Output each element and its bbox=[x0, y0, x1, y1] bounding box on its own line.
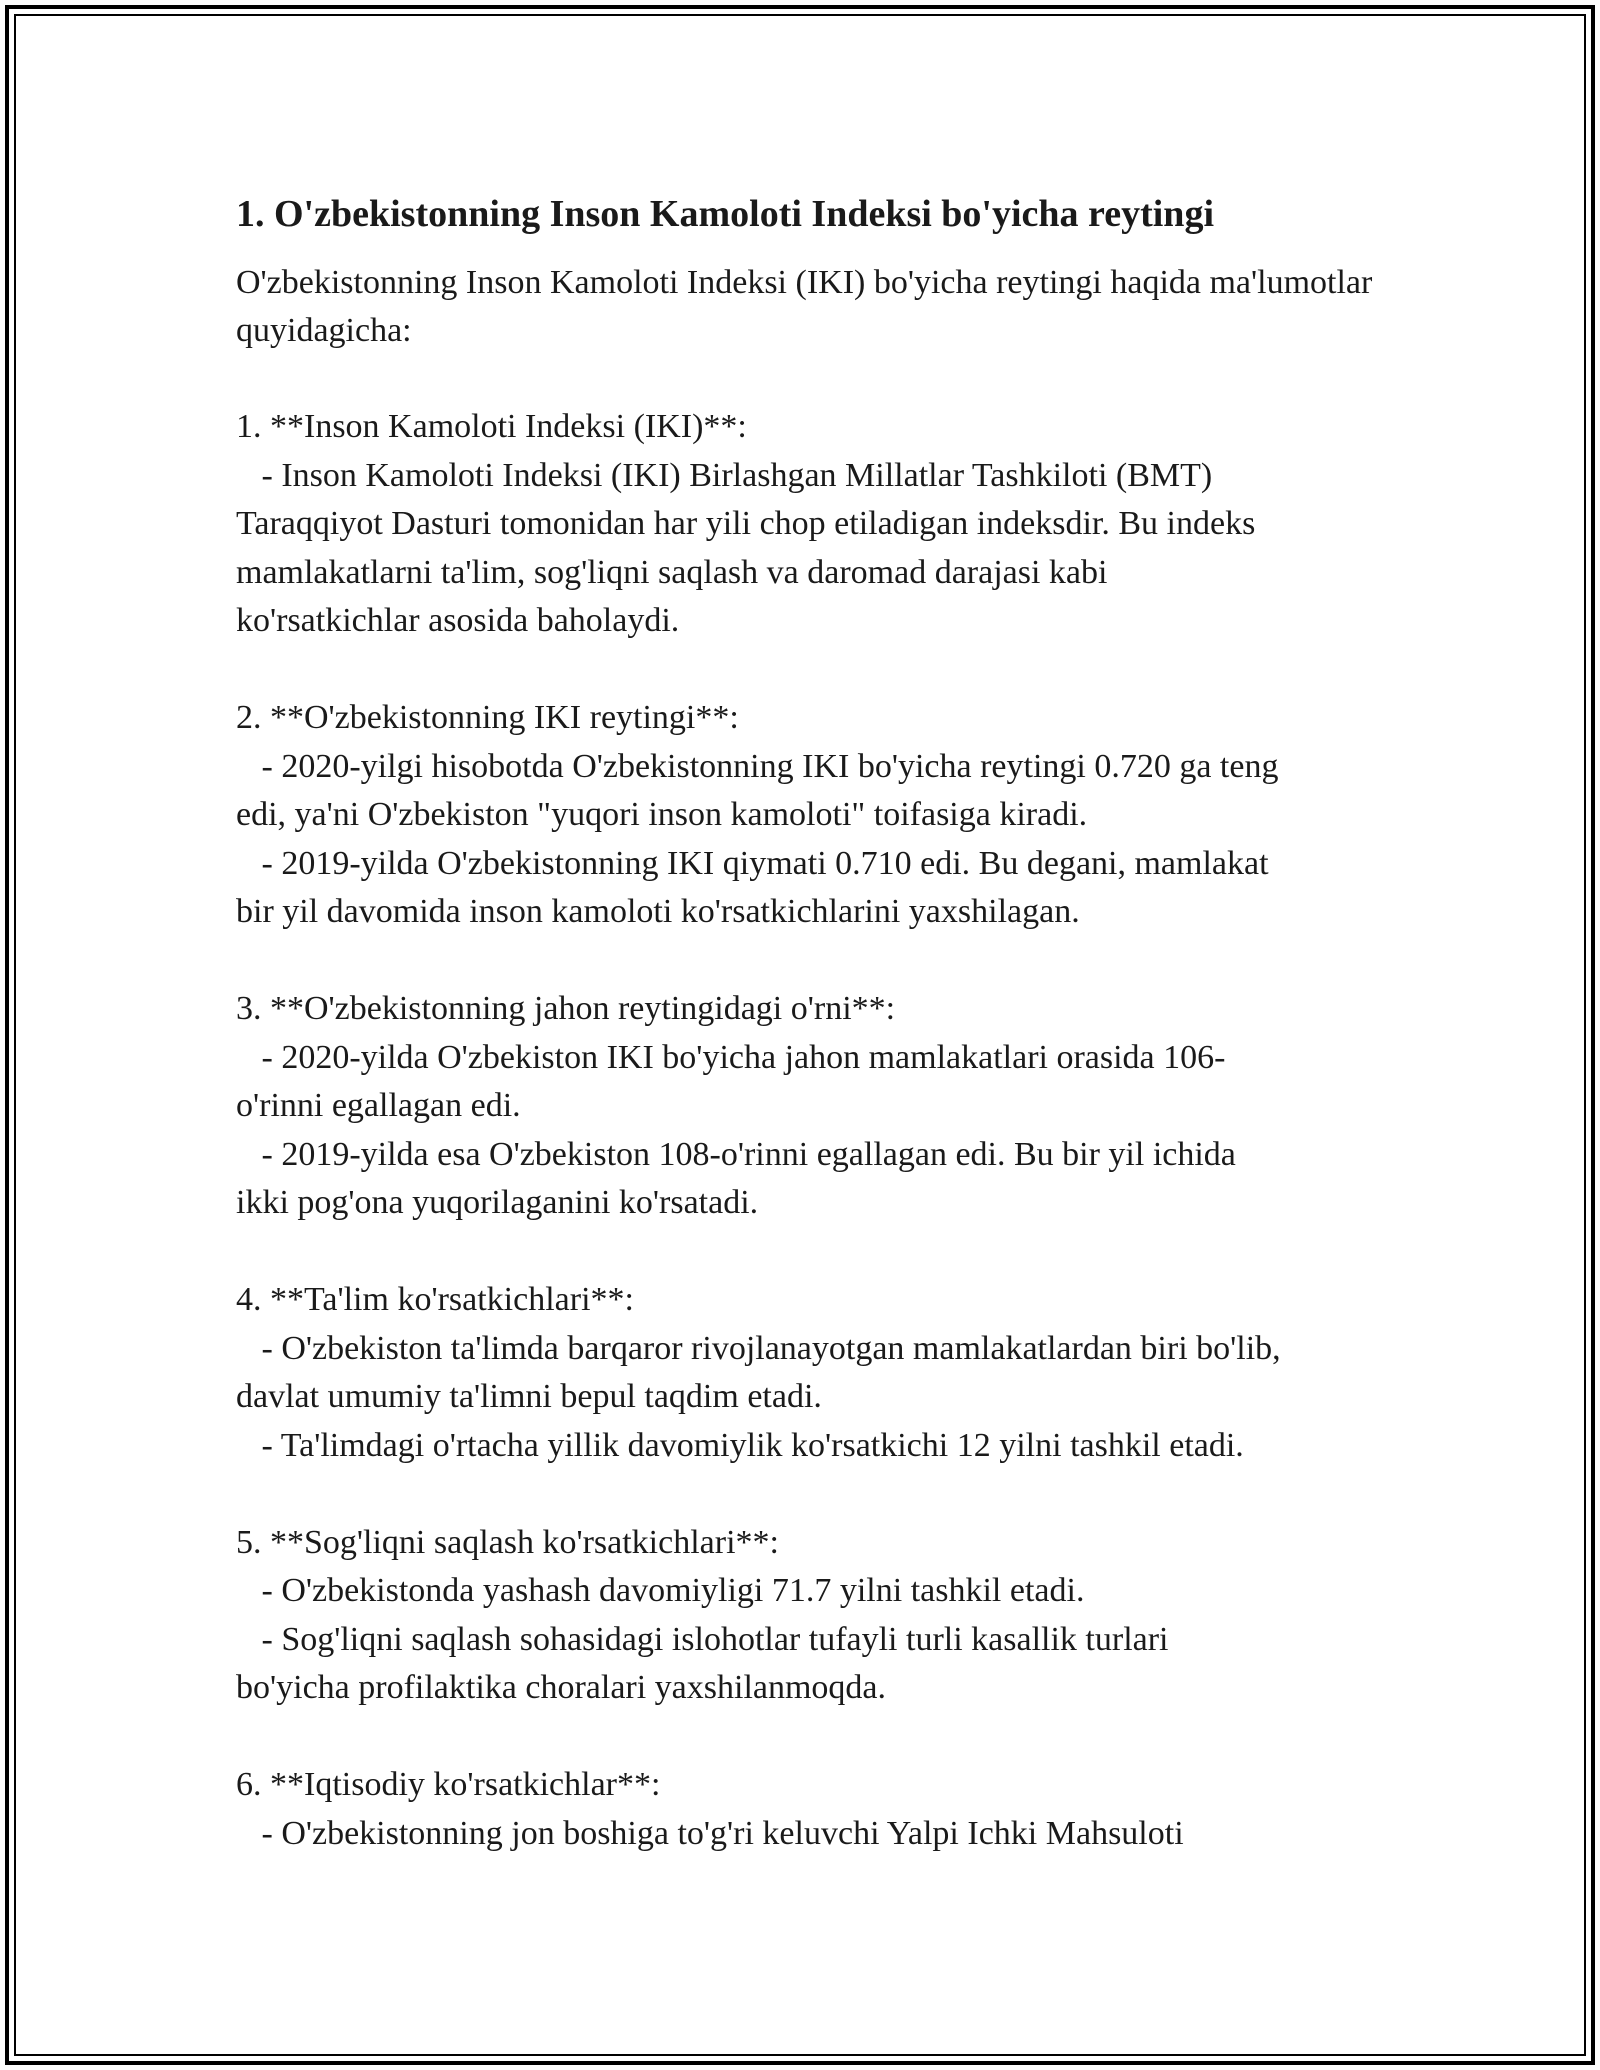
document-title: 1. O'zbekistonning Inson Kamoloti Indeksi bo'yicha reytingi bbox=[236, 193, 1214, 235]
document-body: 1. **Inson Kamoloti Indeksi (IKI)**: - Inson Kamoloti Indeksi (IKI) Birlashgan Millatlar Tashkiloti (BMT) Taraqqiyot Dasturi tomonidan har yili chop etiladigan indeksdir. Bu indeks mamlakatlarni ta'lim, sog'liqni saqlash va daromad darajasi kabi ko'rsatkichlar asosida baholaydi. 2. **O'zbekistonning IKI reytingi**: - 2020-yilgi hisobotda O'zbekistonning IKI bo'yicha reytingi 0.720 ga teng edi, ya'ni O'zbekiston "yuqori inson kamoloti" toifasiga kiradi. - 2019-yilda O'zbekistonning IKI qiymati 0.710 edi. Bu degani, mamlakat bir yil davomida inson kamoloti ko'rsatkichlarini yaxshilagan. 3. **O'zbekistonning jahon reytingidagi o'rni**: - 2020-yilda O'zbekiston IKI bo'yicha jahon mamlakatlari orasida 106- o'rinni egallagan edi. - 2019-yilda esa O'zbekiston 108-o'rinni egallagan edi. Bu bir yil ichida ikki pog'ona yuqorilaganini ko'rsatadi. 4. **Ta'lim ko'rsatkichlari**: - O'zbekiston ta'limda barqaror rivojlanayotgan mamlakatlardan biri bo'lib, davlat umumiy ta'limni bepul taqdim etadi. - Ta'limdagi o'rtacha yillik davomiylik ko'rsatkichi 12 yilni tashkil etadi. 5. **Sog'liqni saqlash ko'rsatkichlari**: - O'zbekistonda yashash davomiyligi 71.7 yilni tashkil etadi. - Sog'liqni saqlash sohasidagi islohotlar tufayli turli kasallik turlari bo'yicha profilaktika choralari yaxshilanmoqda. 6. **Iqtisodiy ko'rsatkichlar**: - O'zbekistonning jon boshiga to'g'ri keluvchi Yalpi Ichki Mahsuloti bbox=[236, 408, 1281, 1852]
intro-paragraph: O'zbekistonning Inson Kamoloti Indeksi (IKI) bo'yicha reytingi haqida ma'lumotlar quyidagicha: bbox=[236, 264, 1373, 349]
document-content bbox=[236, 185, 1376, 1858]
